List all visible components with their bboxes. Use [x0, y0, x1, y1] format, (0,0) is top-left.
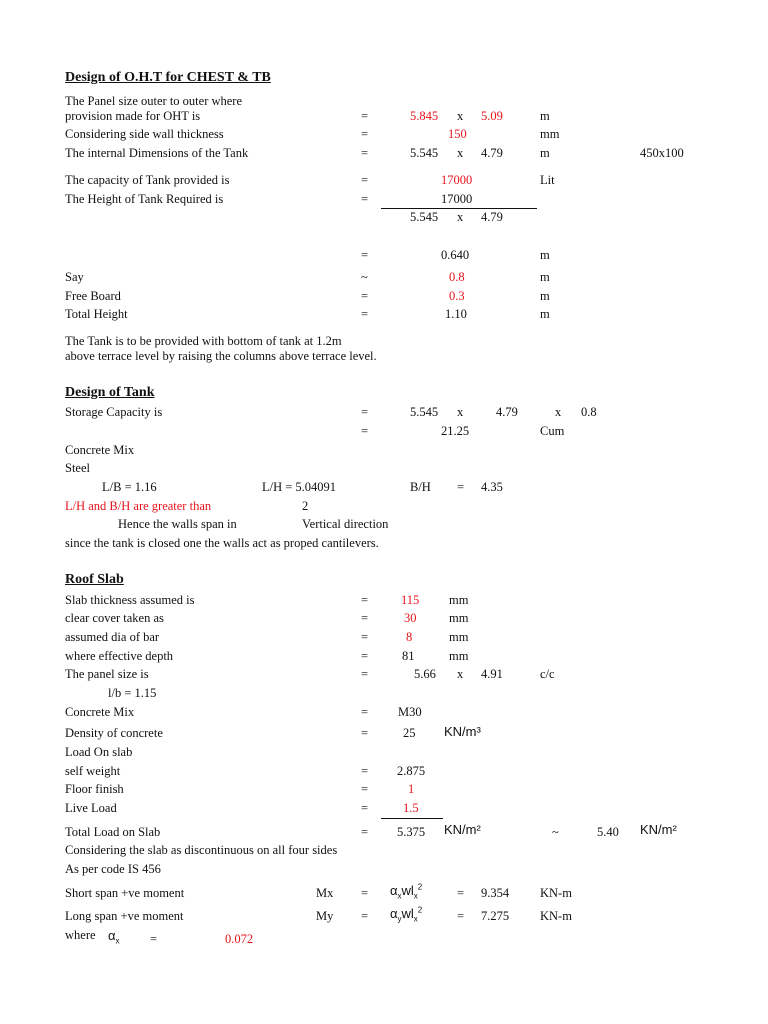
capacity-value: 17000	[441, 173, 473, 187]
short-span-moment-label: Short span +ve moment	[65, 886, 185, 900]
sum-line	[381, 818, 443, 819]
formula-alpha-x: $\alpha_xwl_x^2$	[390, 882, 423, 901]
say-label: Say	[65, 270, 84, 284]
clear-cover-value: 30	[404, 611, 417, 625]
ratio-lb: L/B = 1.16	[102, 480, 157, 494]
self-weight-value: 2.875	[397, 764, 426, 778]
bar-dia-label: assumed dia of bar	[65, 630, 160, 644]
unit-mm: mm	[449, 593, 469, 607]
equals-sign: =	[361, 705, 369, 719]
approx-sign: ~	[552, 825, 559, 839]
span-direction-label: Hence the walls span in	[118, 517, 237, 531]
floor-finish-value: 1	[408, 782, 415, 796]
equals-sign: =	[361, 667, 369, 681]
height-denominator-b: 4.79	[481, 210, 503, 224]
alpha-x-value: 0.072	[225, 932, 254, 946]
free-board-label: Free Board	[65, 289, 121, 303]
ratio-lh: L/H = 5.04091	[262, 480, 337, 494]
alpha-x-symbol: $\alpha_x$	[108, 928, 120, 946]
height-denominator-a: 5.545	[410, 210, 439, 224]
panel-size-label: The panel size is	[65, 667, 149, 681]
effective-depth-label: where effective depth	[65, 649, 174, 663]
equals-sign: =	[361, 146, 369, 160]
unit-m: m	[540, 109, 550, 123]
storage-width: 4.79	[496, 405, 518, 419]
side-wall-label: Considering side wall thickness	[65, 127, 224, 141]
free-board-value: 0.3	[449, 289, 465, 303]
panel-size-label-line1: The Panel size outer to outer where	[65, 94, 243, 108]
code-reference: As per code IS 456	[65, 862, 161, 876]
ratio-lb-slab: l/b = 1.15	[108, 686, 157, 700]
equals-sign: =	[361, 611, 369, 625]
storage-value: 21.25	[441, 424, 470, 438]
unit-m: m	[540, 146, 550, 160]
internal-dimensions-label: The internal Dimensions of the Tank	[65, 146, 249, 160]
equals-sign: =	[457, 886, 465, 900]
floor-finish-label: Floor finish	[65, 782, 124, 796]
equals-sign: =	[457, 480, 465, 494]
unit-cum: Cum	[540, 424, 565, 438]
storage-capacity-label: Storage Capacity is	[65, 405, 163, 419]
total-load-unit: KN/m²	[444, 822, 481, 837]
times-sign: x	[457, 405, 464, 419]
equals-sign: =	[361, 405, 369, 419]
total-load-label: Total Load on Slab	[65, 825, 161, 839]
density-unit: KN/m³	[444, 724, 481, 739]
long-span-moment-label: Long span +ve moment	[65, 909, 184, 923]
slab-thickness-value: 115	[401, 593, 420, 607]
fraction-bar	[381, 208, 537, 209]
equals-sign: =	[361, 173, 369, 187]
times-sign: x	[457, 146, 464, 160]
equals-sign: =	[361, 289, 369, 303]
panel-size-width: 5.09	[481, 109, 503, 123]
slab-thickness-label: Slab thickness assumed is	[65, 593, 195, 607]
formula-alpha-y: $\alpha_ywl_x^2$	[390, 905, 423, 924]
discontinuous-note: Considering the slab as discontinuous on all four sides	[65, 843, 338, 857]
total-height-label: Total Height	[65, 307, 128, 321]
ratio-bh-label: B/H	[410, 480, 431, 494]
equals-sign: =	[361, 764, 369, 778]
span-direction-value: Vertical direction	[302, 517, 389, 531]
cantilever-note: since the tank is closed one the walls act as proped cantilevers.	[65, 536, 379, 550]
total-load-rounded-unit: KN/m²	[640, 822, 677, 837]
equals-sign: =	[361, 307, 369, 321]
capacity-label: The capacity of Tank provided is	[65, 173, 230, 187]
unit-mm: mm	[449, 611, 469, 625]
live-load-value: 1.5	[403, 801, 419, 815]
equals-sign: =	[361, 886, 369, 900]
unit-m: m	[540, 307, 550, 321]
unit-m: m	[540, 270, 550, 284]
say-value: 0.8	[449, 270, 465, 284]
equals-sign: =	[361, 127, 369, 141]
greater-than-value: 2	[302, 499, 309, 513]
equals-sign: =	[361, 825, 369, 839]
unit-m: m	[540, 248, 550, 262]
concrete-mix-label: Concrete Mix	[65, 705, 135, 719]
clear-cover-label: clear cover taken as	[65, 611, 164, 625]
steel-label: Steel	[65, 461, 90, 475]
effective-depth-value: 81	[402, 649, 415, 663]
times-sign: x	[457, 210, 464, 224]
unit-knm: KN-m	[540, 886, 572, 900]
unit-knm: KN-m	[540, 909, 572, 923]
ratio-bh-value: 4.35	[481, 480, 503, 494]
internal-width: 4.79	[481, 146, 503, 160]
concrete-mix-value: M30	[398, 705, 422, 719]
equals-sign: =	[150, 932, 158, 946]
equals-sign: =	[361, 593, 369, 607]
equals-sign: =	[361, 630, 369, 644]
equals-sign: =	[361, 109, 369, 123]
approx-sign: ~	[361, 270, 368, 284]
heading-roof-slab: Roof Slab	[65, 572, 124, 587]
panel-size-length: 5.845	[410, 109, 439, 123]
unit-lit: Lit	[540, 173, 555, 187]
panel-size-label-line2: provision made for OHT is	[65, 109, 201, 123]
storage-length: 5.545	[410, 405, 439, 419]
bar-dia-value: 8	[406, 630, 413, 644]
my-label: My	[316, 909, 334, 923]
load-on-slab-label: Load On slab	[65, 745, 133, 759]
long-span-moment-value: 7.275	[481, 909, 510, 923]
density-label: Density of concrete	[65, 726, 163, 740]
heading-tank-design: Design of Tank	[65, 385, 155, 400]
times-sign: x	[457, 109, 464, 123]
concrete-mix-label: Concrete Mix	[65, 443, 135, 457]
note-paragraph-line1: The Tank is to be provided with bottom of tank at 1.2m	[65, 334, 342, 348]
unit-mm: mm	[449, 630, 469, 644]
internal-length: 5.545	[410, 146, 439, 160]
height-numerator: 17000	[441, 192, 473, 206]
note-paragraph-line2: above terrace level by raising the columns above terrace level.	[65, 349, 377, 363]
short-span-moment-value: 9.354	[481, 886, 510, 900]
unit-mm: mm	[449, 649, 469, 663]
total-load-value: 5.375	[397, 825, 426, 839]
equals-sign: =	[361, 424, 369, 438]
equals-sign: =	[361, 801, 369, 815]
live-load-label: Live Load	[65, 801, 117, 815]
equals-sign: =	[361, 726, 369, 740]
unit-m: m	[540, 289, 550, 303]
storage-height: 0.8	[581, 405, 597, 419]
note-450x100: 450x100	[640, 146, 684, 160]
equals-sign: =	[361, 782, 369, 796]
equals-sign: =	[361, 649, 369, 663]
total-load-rounded: 5.40	[597, 825, 619, 839]
mx-label: Mx	[316, 886, 334, 900]
height-required-label: The Height of Tank Required is	[65, 192, 224, 206]
side-wall-value: 150	[448, 127, 467, 141]
total-height-value: 1.10	[445, 307, 467, 321]
equals-sign: =	[457, 909, 465, 923]
panel-width: 4.91	[481, 667, 503, 681]
panel-length: 5.66	[414, 667, 436, 681]
unit-cc: c/c	[540, 667, 555, 681]
unit-mm: mm	[540, 127, 560, 141]
density-value: 25	[403, 726, 416, 740]
self-weight-label: self weight	[65, 764, 121, 778]
times-sign: x	[457, 667, 464, 681]
times-sign: x	[555, 405, 562, 419]
where-label: where	[65, 928, 96, 942]
equals-sign: =	[361, 248, 369, 262]
equals-sign: =	[361, 909, 369, 923]
heading-oht-design: Design of O.H.T for CHEST & TB	[65, 70, 271, 85]
height-value: 0.640	[441, 248, 470, 262]
greater-than-note: L/H and B/H are greater than	[65, 499, 212, 513]
equals-sign: =	[361, 192, 369, 206]
